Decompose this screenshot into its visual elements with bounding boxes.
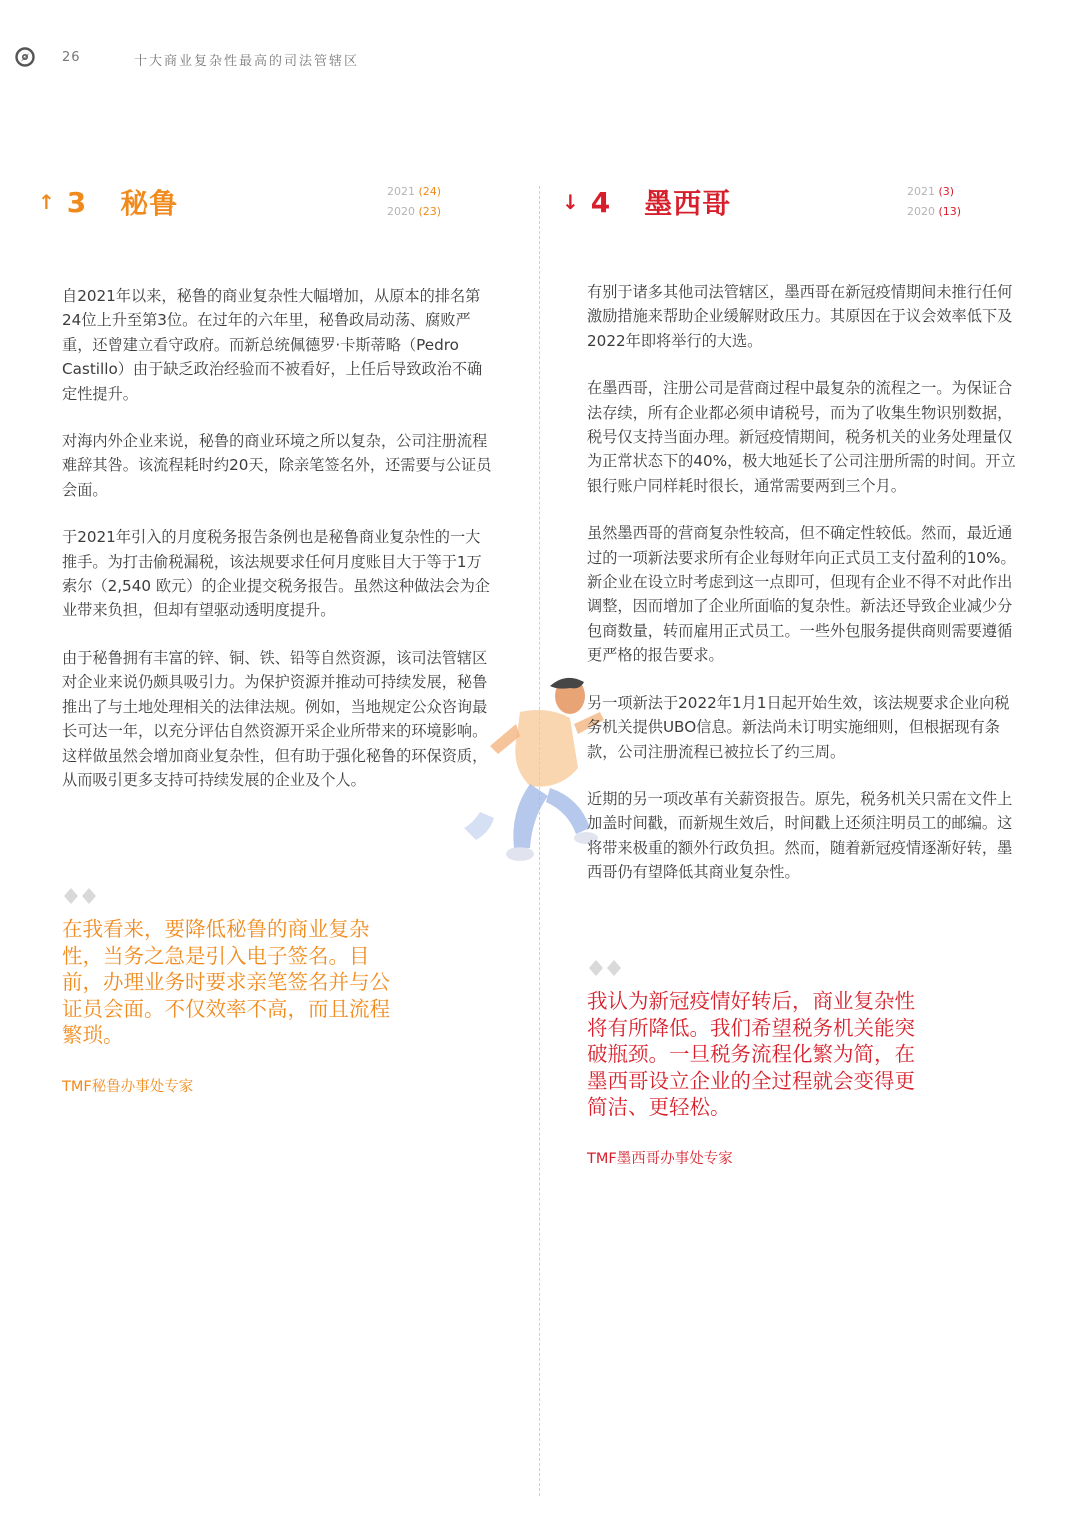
left-2020-value: (23) — [418, 205, 442, 218]
right-paragraph: 在墨西哥，注册公司是营商过程中最复杂的流程之一。为保证合法存续，所有企业都必须申请税号，而为了收集生物识别数据，税号仅支持当面办理。新冠疫情期间，税务机关的业务处理量仅为正常状态下的40%，极大地延长了公司注册所需的时间。开立银行账户同样耗时很长，通常需要两到三个月。 — [587, 379, 1016, 495]
right-paragraph: 另一项新法于2022年1月1日起开始生效，该法规要求企业向税务机关提供UBO信息。新法尚未订明实施细则，但根据现有条款，公司注册流程已被拉长了约三周。 — [587, 693, 1010, 761]
left-2020-label: 2020 — [387, 205, 415, 218]
right-paragraph: 虽然墨西哥的营商复杂性较高，但不确定性较低。然而，最近通过的一项新法要求所有企业每财年向正式员工支付盈利的10%。新企业在设立时考虑到这一点即可，但现有企业不得不对此作出调整，因而增加了企业所面临的复杂性。新法还导致企业减少分包商数量，转而雇用正式员工。一些外包服务提供商则需要遵循更严格的报告要求。 — [587, 524, 1016, 665]
right-quote-source: TMF墨西哥办事处专家 — [587, 1151, 733, 1167]
page-number: 26 — [62, 50, 81, 65]
right-2020-label: 2020 — [907, 205, 935, 218]
right-country-name: 墨西哥 — [644, 187, 732, 220]
left-paragraph: 于2021年引入的月度税务报告条例也是秘鲁商业复杂性的一大推手。为打击偷税漏税，该法规要求任何月度账目大于等于1万索尔（2,540 欧元）的企业提交税务报告。虽然这种做法会为企业带来负担，但却有望驱动透明度提升。 — [62, 528, 490, 620]
right-quote: 我认为新冠疫情好转后，商业复杂性将有所降低。我们希望税务机关能突破瓶颈。一旦税务流程化繁为简，在墨西哥设立企业的全过程就会变得更简洁、更轻松。 — [587, 989, 915, 1119]
right-paragraph: 有别于诸多其他司法管辖区，墨西哥在新冠疫情期间未推行任何激励措施来帮助企业缓解财政压力。其原因在于议会效率低下及2022年即将举行的大选。 — [587, 283, 1013, 350]
quote-icon — [587, 958, 623, 978]
left-paragraph: 自2021年以来，秘鲁的商业复杂性大幅增加，从原本的排名第24位上升至第3位。在过年的六年里，秘鲁政局动荡、腐败严重，还曾建立看守政府。而新总统佩德罗·卡斯蒂略（Pedro Castillo）由于缺乏政治经验而不被看好，上任后导致政治不确定性提升。 — [62, 287, 483, 403]
document-title: 十大商业复杂性最高的司法管辖区 — [134, 54, 360, 69]
right-2021-value: (3) — [938, 185, 955, 198]
left-country-name: 秘鲁 — [120, 187, 179, 220]
page-header — [14, 44, 36, 70]
left-heading — [38, 182, 178, 222]
left-quote-source: TMF秘鲁办事处专家 — [62, 1079, 194, 1095]
right-year-ranks — [907, 182, 961, 222]
left-2021-value: (24) — [418, 185, 442, 198]
rank-up-arrow-icon: ↑ — [38, 190, 55, 214]
right-rank: 4 — [590, 185, 611, 219]
compass-logo-icon — [14, 46, 36, 68]
left-2021-label: 2021 — [387, 185, 415, 198]
left-paragraph: 由于秘鲁拥有丰富的锌、铜、铁、铅等自然资源，该司法管辖区对企业来说仍颇具吸引力。为保护资源并推动可持续发展，秘鲁推出了与土地处理相关的法律法规。例如，当地规定公众咨询最长可达一年，以充分评估自然资源开采企业所带来的环境影响。这样做虽然会增加商业复杂性，但有助于强化秘鲁的环保资质，从而吸引更多支持可持续发展的企业及个人。 — [62, 648, 488, 789]
right-2020-value: (13) — [938, 205, 962, 218]
left-body — [62, 284, 494, 815]
right-heading — [562, 182, 731, 222]
left-paragraph: 对海内外企业来说，秘鲁的商业环境之所以复杂，公司注册流程难辞其咎。该流程耗时约20天，除亲笔签名外，还需要与公证员会面。 — [62, 432, 492, 499]
right-paragraph: 近期的另一项改革有关薪资报告。原先，税务机关只需在文件上加盖时间戳，而新规生效后，时间戳上还须注明员工的邮编。这将带来极重的额外行政负担。然而，随着新冠疫情逐渐好转，墨西哥仍有望降低其商业复杂性。 — [587, 789, 1013, 882]
left-year-ranks — [387, 182, 441, 222]
quote-icon — [62, 886, 98, 906]
left-quote: 在我看来，要降低秘鲁的商业复杂性，当务之急是引入电子签名。目前，办理业务时要求亲笔签名并与公证员会面。不仅效率不高，而且流程繁琐。 — [62, 917, 390, 1047]
right-2021-label: 2021 — [907, 185, 935, 198]
right-body — [587, 280, 1019, 908]
rank-down-arrow-icon: ↓ — [562, 190, 579, 214]
left-rank: 3 — [66, 185, 87, 219]
